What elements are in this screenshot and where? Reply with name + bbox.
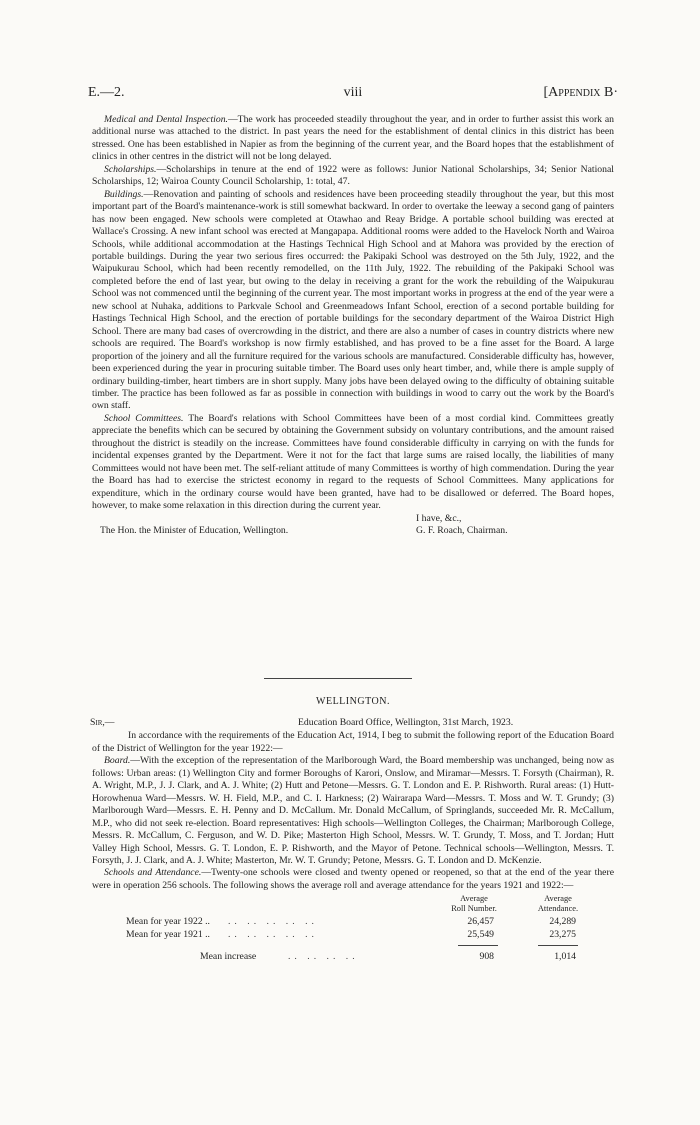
row-leader-dots: .. .. .. .. ..	[228, 916, 318, 928]
sum-rule-attendance	[538, 945, 578, 946]
heading-schools: Schools and Attendance.	[104, 867, 202, 879]
signoff-signature: G. F. Roach, Chairman.	[416, 524, 508, 536]
wellington-report	[92, 696, 614, 1024]
heading-buildings: Buildings.	[104, 188, 144, 200]
column-header-attendance-line1: Average	[544, 894, 572, 904]
row-attendance-value: 24,289	[549, 916, 576, 928]
heading-board: Board.	[104, 755, 131, 767]
section-title: WELLINGTON.	[316, 696, 390, 707]
row-roll-value: 25,549	[467, 929, 494, 941]
signoff	[92, 513, 614, 538]
text-medical: —The work has proceeded steadily throughout the year, and in order to further assist this work an additional nurse was attached to the district. In past years the need for the establishment of dental clinics in this district has been stressed. One has been established in Napier as from the beginning of the current year, and the Board hopes that the establishment of clinics in other centres in the district will not be long delayed.	[92, 114, 615, 163]
column-header-roll-line1: Average	[460, 894, 488, 904]
office-dateline: Education Board Office, Wellington, 31st March, 1923.	[298, 717, 514, 729]
sum-rule-roll	[458, 945, 498, 946]
heading-medical: Medical and Dental Inspection.	[104, 114, 228, 125]
row-roll-value: 26,457	[467, 916, 494, 928]
salutation-line	[92, 717, 614, 730]
canterbury-report-end	[92, 114, 614, 538]
table-row	[92, 916, 614, 929]
paragraph-intro: In accordance with the requirements of the Education Act, 1914, I beg to submit the following report of the Education Board of the District of Wellington for the year 1922:—	[92, 730, 614, 754]
text-committees: The Board's relations with School Committees have been of a most cordial kind. Committees greatly appreciate the benefits which can be secured by obtaining the Government subsidy on voluntary contributions, and the amount raised throughout the district is steadily on the increase. Committees have found considerable difficulty in carrying on with the funds for incidental expenses granted by the Department. Were it not for the fact that large sums are raised locally, the liabilities of many Committees would not have been met. The self-reliant attitude of many Committees is worthy of high commendation. During the year the Board has had to exercise the strictest economy in regard to the requests of School Committees. Many applications for expenditure, which in the ordinary course would have been granted, have had to be disallowed or deferred. The Board hopes, however, to make some relaxation in this direction during the current year.	[92, 412, 615, 512]
paragraph-scholarships	[92, 164, 614, 189]
heading-scholarships: Scholarships.	[104, 163, 157, 175]
paragraph-schools	[92, 867, 614, 892]
table-row	[92, 929, 614, 942]
paragraph-medical	[92, 114, 614, 164]
paragraph-committees	[92, 413, 614, 513]
header-reference: E.—2.	[88, 85, 125, 100]
section-divider	[264, 678, 412, 679]
row-leader-dots: .. .. .. .. ..	[228, 929, 318, 941]
row-label: Mean for year 1921 ..	[126, 929, 210, 941]
total-leader-dots: .. .. .. ..	[288, 951, 359, 963]
document-page	[88, 0, 618, 1125]
column-header-roll-line2: Roll Number.	[451, 904, 497, 914]
text-schools: —Twenty-one schools were closed and twenty opened or reopened, so that at the end of the year there were in operation 256 schools. The following shows the average roll and average attendance for the years 1921 and 1922:—	[92, 867, 614, 891]
paragraph-board	[92, 755, 614, 867]
attendance-table	[92, 894, 614, 1024]
heading-committees: School Committees.	[104, 412, 184, 424]
text-scholarships: —Scholarships in tenure at the end of 1922 were as follows: Junior National Scholarships, 34; Senior National Scholarships, 12; Wairoa County Council Scholarship, 1: total, 47.	[92, 163, 614, 188]
page-header	[88, 85, 618, 103]
text-buildings: —Renovation and painting of schools and residences have been proceeding steadily throughout the year, but this most important part of the Board's maintenance-work is still somewhat backward. In order to overtake the leeway a second gang of painters has now been engaged. New schools were completed at Otawhao and Reay Bridge. A portable school building was erected at Wallace's Crossing. A new infant school was erected at Mangapapa. Additional rooms were added to the Havelock North and Wairoa Schools, while additional accommodation at the Hastings Technical High School and at Mahora was provided by the erection of portable buildings. During the year two serious fires occurred: the Pakipaki School was destroyed on the 5th July, 1922, and the Waipukurau School, which had been recently remodelled, on the 11th July, 1922. The rebuilding of the Pakipaki School was completed before the end of last year, but owing to the delay in receiving a grant for the work the rebuilding of the Waipukurau School was not commenced until the beginning of the current year. The most important works in progress at the end of the year were a new school at Nuhaka, additions to Parkvale School and Greenmeadows Infant School, erection of a second portable building for Hastings Technical High School, and the erection of portable buildings for the secondary department of the Wairoa District High School. There are many bad cases of overcrowding in the district, and there are also a number of cases in country districts where new schools are required. The Board's workshop is now firmly established, and has proved to be a fine asset for the Board. A large proportion of the joinery and all the furniture required for the various schools are manufactured. Considerable difficulty has, however, been experienced during the year in procuring suitable timber. The Board uses only heart timber, and, while there is ample supply of ordinary building-timber, heart timbers are in short supply. Many jobs have been delayed owing to the difficulty of obtaining suitable timber. The practice has been followed as far as possible in connection with buildings in wood to carry out the work by the Board's own staff.	[92, 188, 614, 412]
column-header-roll	[444, 894, 504, 914]
table-total-row	[92, 951, 614, 964]
paragraph-buildings	[92, 189, 614, 413]
column-header-attendance-line2: Attendance.	[537, 904, 579, 914]
row-label: Mean for year 1922 ..	[126, 916, 210, 928]
signoff-i-have: I have, &c.,	[416, 512, 462, 524]
column-header-attendance	[528, 894, 588, 914]
page-number: viii	[343, 85, 363, 100]
total-label: Mean increase	[200, 951, 257, 963]
text-board: —With the exception of the representation of the Marlborough Ward, the Board membership was unchanged, being now as follows: Urban areas: (1) Wellington City and former Boroughs of Karori, Onslow, and Miramar—Messrs. T. Forsyth (Chairman), R. A. Wright, M.P., J. J. Clark, and A. J. White; (2) Hutt and Petone—Messrs. G. T. London and E. P. Rishworth. Rural areas: (1) Hutt-Horowhenua Ward—Messrs. W. H. Field, M.P., and C. I. Harkness; (2) Wairarapa Ward—Messrs. T. Moss and W. T. Grundy; (3) Marlborough Ward—Messrs. E. H. Penny and D. McCallum. Mr. Donald McCallum, of Springlands, succeeded Mr. R. McCallum, M.P., who did not seek re-election. Board representatives: High schools—Wellington Colleges, the Chairman; Marlborough College, Messrs. R. McCallum, C. Ferguson, and W. D. Pike; Masterton High School, Messrs. W. T. Grundy, T. Moss, and T. Jordan; Hutt Valley High School, Messrs. G. T. London, E. P. Rishworth, and the Mayor of Petone. Technical schools—Wellington, Messrs. T. Forsyth, J. J. Clark, and A. J. White; Masterton, Mr. W. T. Grundy; Petone, Messrs. G. T. London and D. McKenzie.	[92, 755, 614, 866]
salutation: Sir,—	[90, 717, 115, 729]
total-roll-value: 908	[479, 951, 494, 963]
signoff-addressee: The Hon. the Minister of Education, Wellington.	[100, 524, 289, 536]
row-attendance-value: 23,275	[549, 929, 576, 941]
total-attendance-value: 1,014	[554, 951, 576, 963]
header-appendix: [Appendix B·	[543, 85, 618, 100]
